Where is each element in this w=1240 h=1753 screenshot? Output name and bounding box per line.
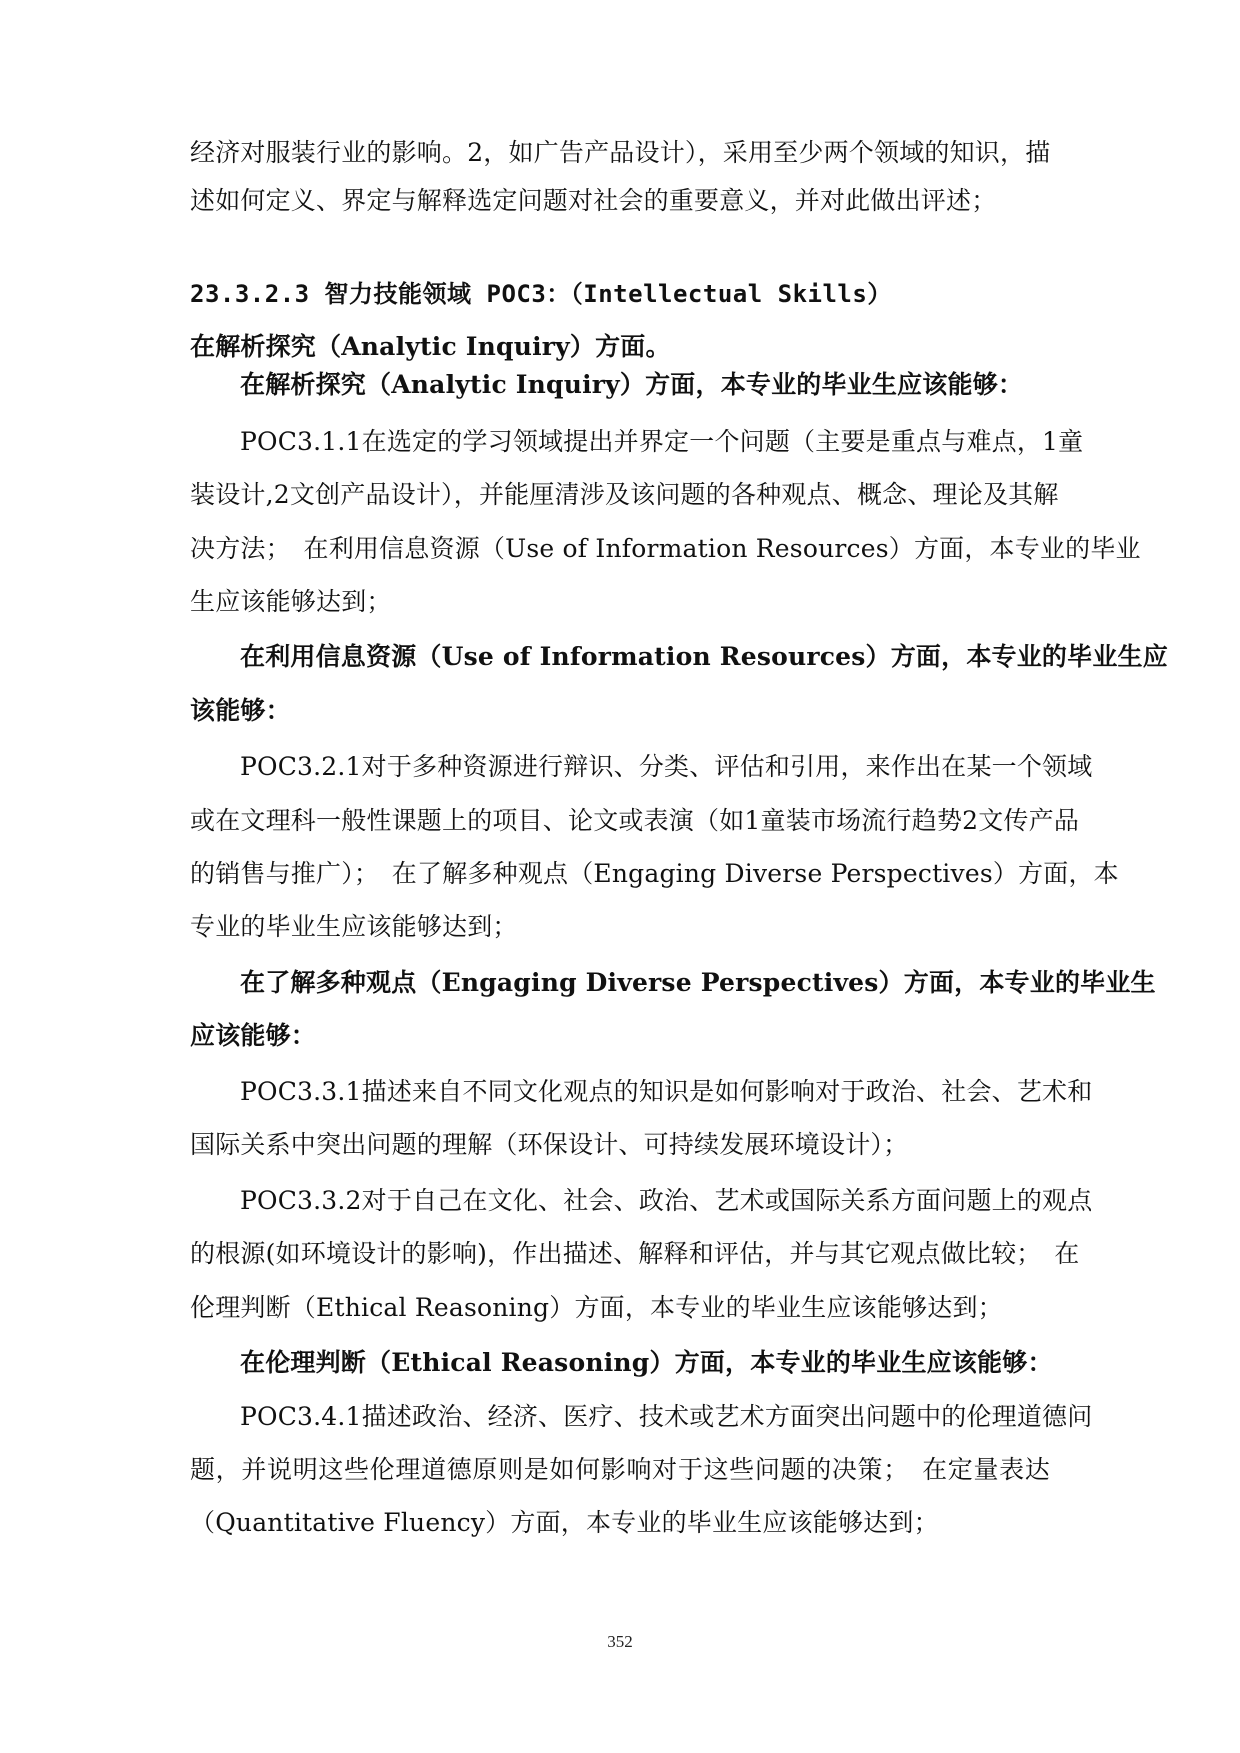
paragraph-line: 生应该能够达到； [190,587,392,616]
paragraph-line: 的根源(如环境设计的影响)，作出描述、解释和评估，并与其它观点做比较； 在 [190,1239,1080,1268]
paragraph-line: 题，并说明这些伦理道德原则是如何影响对于这些问题的决策； 在定量表达 [190,1455,1050,1484]
paragraph-line: 或在文理科一般性课题上的项目、论文或表演（如1童装市场流行趋势2文传产品 [190,806,1080,835]
paragraph-line: 伦理判断（Ethical Reasoning）方面，本专业的毕业生应该能够达到； [190,1293,1003,1322]
paragraph-line: 述如何定义、界定与解释选定问题对社会的重要意义，并对此做出评述； [190,186,997,215]
paragraph-line: 决方法； 在利用信息资源（Use of Information Resources）方面，本专业的毕业 [190,534,1141,563]
paragraph-line: 的销售与推广）； 在了解多种观点（Engaging Diverse Perspectives）方面，本 [190,859,1119,888]
section-heading: 23.3.2.3 智力技能领域 POC3：（Intellectual Skills） [190,280,892,308]
paragraph-line: 经济对服装行业的影响。2，如广告产品设计），采用至少两个领域的知识，描 [190,138,1051,167]
page-number: 352 [607,1632,633,1651]
paragraph-line: POC3.3.1描述来自不同文化观点的知识是如何影响对于政治、社会、艺术和 [240,1077,1093,1106]
paragraph-line: 国际关系中突出问题的理解（环保设计、可持续发展环境设计）； [190,1130,909,1159]
paragraph-line: POC3.1.1在选定的学习领域提出并界定一个问题（主要是重点与难点，1童 [240,427,1084,456]
paragraph-line: POC3.4.1描述政治、经济、医疗、技术或艺术方面突出问题中的伦理道德问 [240,1402,1093,1431]
subheading-indented: 在伦理判断（Ethical Reasoning）方面，本专业的毕业生应该能够： [240,1348,1053,1377]
subheading-indented: 在解析探究（Analytic Inquiry）方面，本专业的毕业生应该能够： [240,370,1024,399]
subheading: 该能够： [190,696,291,725]
paragraph-line: 专业的毕业生应该能够达到； [190,912,518,941]
subheading: 在解析探究（Analytic Inquiry）方面。 [190,332,671,361]
subheading-indented: 在了解多种观点（Engaging Diverse Perspectives）方面，本专业的毕业生 [240,968,1156,997]
paragraph-line: 装设计,2文创产品设计），并能厘清涉及该问题的各种观点、概念、理论及其解 [190,480,1059,509]
paragraph-line: （Quantitative Fluency）方面，本专业的毕业生应该能够达到； [190,1508,939,1537]
paragraph-line: POC3.2.1对于多种资源进行辩识、分类、评估和引用，来作出在某一个领域 [240,752,1093,781]
paragraph-line: POC3.3.2对于自己在文化、社会、政治、艺术或国际关系方面问题上的观点 [240,1186,1093,1215]
subheading-indented: 在利用信息资源（Use of Information Resources）方面，本专业的毕业生应 [240,642,1168,671]
subheading: 应该能够： [190,1021,317,1050]
